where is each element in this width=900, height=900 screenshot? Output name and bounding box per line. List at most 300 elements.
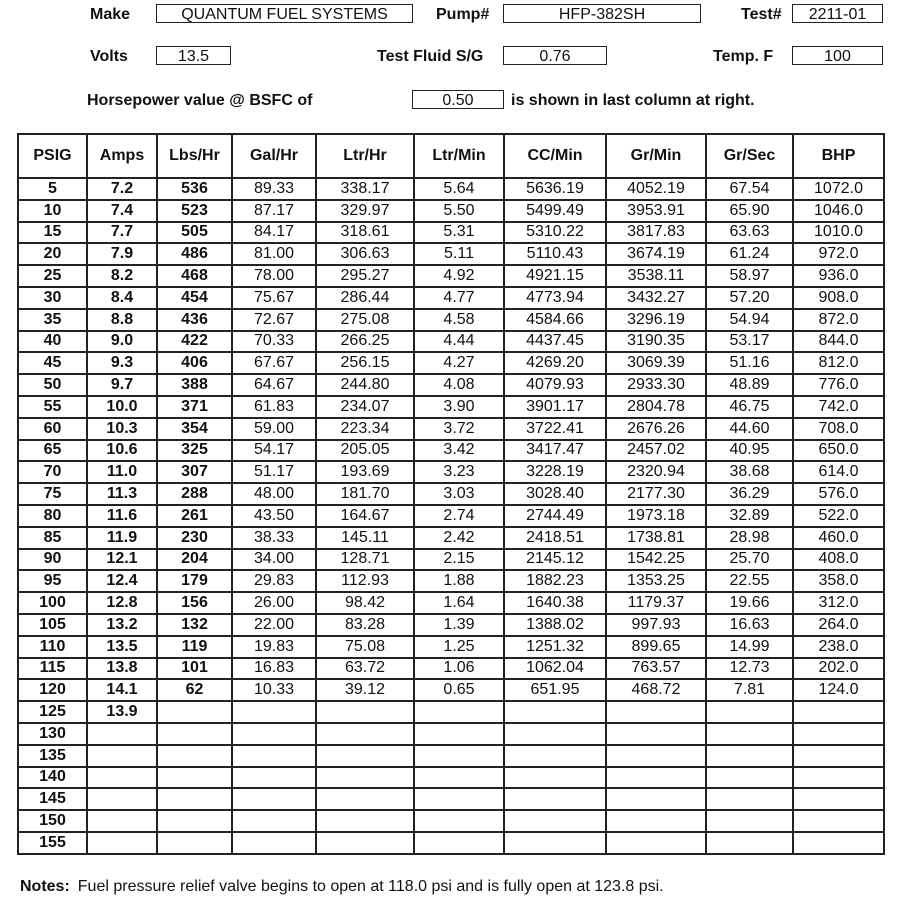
cell-ltr-hr [316,810,414,832]
cell-gal-hr: 22.00 [232,614,316,636]
table-row [18,723,884,745]
cell-ltr-min: 1.25 [414,636,504,658]
cell-lbs-hr: 536 [157,178,232,200]
cell-lbs-hr: 261 [157,505,232,527]
cell-ltr-hr: 256.15 [316,352,414,374]
column-header-amps: Amps [87,134,157,178]
cell-cc-min [504,767,606,789]
cell-psig: 150 [18,810,87,832]
cell-gr-sec: 61.24 [706,243,793,265]
make-label: Make [90,6,131,23]
cell-amps: 7.2 [87,178,157,200]
cell-gr-sec [706,832,793,854]
cell-ltr-min [414,723,504,745]
cell-cc-min [504,723,606,745]
cell-lbs-hr: 101 [157,658,232,680]
cell-bhp [793,767,884,789]
cell-amps [87,767,157,789]
cell-bhp: 312.0 [793,592,884,614]
cell-gr-min: 1542.25 [606,549,706,571]
cell-gr-sec: 65.90 [706,200,793,222]
cell-gr-sec [706,701,793,723]
cell-ltr-min [414,745,504,767]
cell-gr-min: 2320.94 [606,461,706,483]
pump-label: Pump# [436,6,490,23]
cell-lbs-hr [157,767,232,789]
cell-ltr-min: 3.72 [414,418,504,440]
cell-gal-hr: 10.33 [232,679,316,701]
cell-psig: 85 [18,527,87,549]
cell-bhp: 936.0 [793,265,884,287]
table-row [18,309,884,331]
fuel-flow-table [17,133,885,855]
cell-bhp [793,788,884,810]
bsfc-field[interactable]: 0.50 [412,90,504,109]
cell-gr-min [606,701,706,723]
cell-gr-min: 3538.11 [606,265,706,287]
table-row [18,418,884,440]
cell-ltr-min: 5.50 [414,200,504,222]
cell-gr-min: 1353.25 [606,570,706,592]
cell-lbs-hr: 307 [157,461,232,483]
cell-lbs-hr [157,788,232,810]
cell-amps: 7.9 [87,243,157,265]
cell-ltr-hr: 164.67 [316,505,414,527]
column-header-psig: PSIG [18,134,87,178]
cell-gr-sec: 22.55 [706,570,793,592]
cell-cc-min [504,810,606,832]
table-row [18,200,884,222]
cell-lbs-hr: 505 [157,222,232,244]
cell-ltr-hr: 193.69 [316,461,414,483]
cell-cc-min: 5636.19 [504,178,606,200]
cell-psig: 105 [18,614,87,636]
cell-bhp: 872.0 [793,309,884,331]
cell-cc-min: 3722.41 [504,418,606,440]
cell-psig: 90 [18,549,87,571]
cell-ltr-hr [316,832,414,854]
cell-ltr-hr: 128.71 [316,549,414,571]
test-fluid-label: Test Fluid S/G [377,48,484,65]
cell-ltr-hr: 98.42 [316,592,414,614]
cell-psig: 120 [18,679,87,701]
cell-cc-min: 1640.38 [504,592,606,614]
cell-gr-sec: 38.68 [706,461,793,483]
cell-amps [87,745,157,767]
table-row [18,352,884,374]
cell-amps: 10.3 [87,418,157,440]
cell-gr-min [606,832,706,854]
cell-bhp: 812.0 [793,352,884,374]
cell-ltr-min: 2.15 [414,549,504,571]
cell-bhp: 202.0 [793,658,884,680]
cell-gr-sec [706,788,793,810]
cell-ltr-min: 1.88 [414,570,504,592]
cell-cc-min [504,701,606,723]
cell-gr-min [606,723,706,745]
cell-gal-hr: 16.83 [232,658,316,680]
cell-amps [87,810,157,832]
cell-amps: 13.9 [87,701,157,723]
cell-lbs-hr: 132 [157,614,232,636]
cell-psig: 115 [18,658,87,680]
cell-ltr-min [414,810,504,832]
cell-amps: 8.2 [87,265,157,287]
cell-gr-min [606,745,706,767]
cell-gr-min [606,767,706,789]
cell-bhp: 1010.0 [793,222,884,244]
cell-ltr-min: 4.27 [414,352,504,374]
cell-gal-hr: 61.83 [232,396,316,418]
cell-gr-min: 3069.39 [606,352,706,374]
cell-gal-hr: 64.67 [232,374,316,396]
cell-ltr-min: 4.08 [414,374,504,396]
horsepower-suffix: is shown in last column at right. [511,92,755,109]
cell-gr-min: 1179.37 [606,592,706,614]
column-header-bhp: BHP [793,134,884,178]
cell-amps: 14.1 [87,679,157,701]
cell-ltr-hr: 205.05 [316,440,414,462]
cell-gal-hr: 78.00 [232,265,316,287]
table-row [18,788,884,810]
cell-psig: 20 [18,243,87,265]
cell-cc-min [504,745,606,767]
cell-gr-sec: 28.98 [706,527,793,549]
cell-lbs-hr: 406 [157,352,232,374]
cell-lbs-hr: 62 [157,679,232,701]
cell-lbs-hr: 468 [157,265,232,287]
cell-gr-sec: 44.60 [706,418,793,440]
cell-ltr-min [414,767,504,789]
cell-gal-hr: 29.83 [232,570,316,592]
table-header-row [18,134,884,178]
cell-gal-hr: 81.00 [232,243,316,265]
cell-bhp: 776.0 [793,374,884,396]
cell-psig: 50 [18,374,87,396]
cell-ltr-min: 2.42 [414,527,504,549]
cell-amps: 10.0 [87,396,157,418]
cell-gr-min: 3296.19 [606,309,706,331]
cell-lbs-hr [157,810,232,832]
cell-gr-min: 2933.30 [606,374,706,396]
cell-lbs-hr: 371 [157,396,232,418]
column-header-ltr-hr: Ltr/Hr [316,134,414,178]
cell-ltr-min: 4.92 [414,265,504,287]
temp-field[interactable]: 100 [792,46,883,65]
cell-ltr-min [414,832,504,854]
cell-cc-min: 651.95 [504,679,606,701]
cell-gal-hr: 26.00 [232,592,316,614]
cell-cc-min: 5310.22 [504,222,606,244]
cell-bhp [793,832,884,854]
cell-ltr-hr: 75.08 [316,636,414,658]
cell-psig: 65 [18,440,87,462]
cell-gal-hr: 48.00 [232,483,316,505]
cell-cc-min: 5499.49 [504,200,606,222]
cell-gr-sec: 16.63 [706,614,793,636]
pump-field[interactable]: HFP-382SH [503,4,701,23]
cell-gr-min: 2676.26 [606,418,706,440]
cell-lbs-hr [157,832,232,854]
cell-ltr-hr: 318.61 [316,222,414,244]
cell-cc-min: 2145.12 [504,549,606,571]
table-row [18,570,884,592]
cell-gal-hr: 43.50 [232,505,316,527]
cell-lbs-hr: 204 [157,549,232,571]
volts-field[interactable]: 13.5 [156,46,231,65]
cell-bhp [793,810,884,832]
cell-ltr-min: 3.23 [414,461,504,483]
cell-lbs-hr: 325 [157,440,232,462]
cell-amps: 11.6 [87,505,157,527]
cell-gr-sec: 54.94 [706,309,793,331]
table-row [18,483,884,505]
cell-lbs-hr [157,701,232,723]
cell-gr-min: 4052.19 [606,178,706,200]
table-row [18,265,884,287]
cell-gr-sec: 25.70 [706,549,793,571]
cell-psig: 55 [18,396,87,418]
cell-cc-min: 1251.32 [504,636,606,658]
table-row [18,527,884,549]
cell-ltr-hr: 112.93 [316,570,414,592]
table-row [18,178,884,200]
cell-ltr-hr: 223.34 [316,418,414,440]
table-row [18,549,884,571]
cell-ltr-hr: 266.25 [316,331,414,353]
cell-ltr-hr: 275.08 [316,309,414,331]
cell-gr-sec: 32.89 [706,505,793,527]
cell-cc-min: 4584.66 [504,309,606,331]
cell-bhp: 522.0 [793,505,884,527]
table-row [18,243,884,265]
cell-gr-sec: 63.63 [706,222,793,244]
cell-lbs-hr: 119 [157,636,232,658]
cell-lbs-hr: 436 [157,309,232,331]
cell-psig: 25 [18,265,87,287]
cell-amps: 9.7 [87,374,157,396]
cell-ltr-hr [316,788,414,810]
cell-ltr-min: 4.77 [414,287,504,309]
cell-gr-sec: 51.16 [706,352,793,374]
cell-bhp: 460.0 [793,527,884,549]
cell-psig: 80 [18,505,87,527]
cell-bhp: 614.0 [793,461,884,483]
cell-bhp: 1072.0 [793,178,884,200]
cell-gr-min: 899.65 [606,636,706,658]
cell-gr-sec [706,767,793,789]
cell-gal-hr [232,810,316,832]
cell-gal-hr: 54.17 [232,440,316,462]
cell-ltr-hr: 306.63 [316,243,414,265]
table-row [18,222,884,244]
cell-lbs-hr: 454 [157,287,232,309]
cell-gal-hr [232,723,316,745]
column-header-lbs-hr: Lbs/Hr [157,134,232,178]
cell-ltr-hr [316,723,414,745]
cell-gr-sec: 57.20 [706,287,793,309]
table-row [18,287,884,309]
cell-psig: 10 [18,200,87,222]
cell-amps: 11.3 [87,483,157,505]
cell-cc-min: 2744.49 [504,505,606,527]
cell-psig: 30 [18,287,87,309]
cell-psig: 95 [18,570,87,592]
cell-ltr-min: 5.64 [414,178,504,200]
column-header-gal-hr: Gal/Hr [232,134,316,178]
cell-lbs-hr [157,723,232,745]
cell-cc-min: 4079.93 [504,374,606,396]
cell-gr-sec: 53.17 [706,331,793,353]
notes-label: Notes: [20,878,70,895]
cell-ltr-min: 4.44 [414,331,504,353]
cell-gr-sec: 58.97 [706,265,793,287]
cell-ltr-min [414,701,504,723]
cell-ltr-min: 1.06 [414,658,504,680]
cell-cc-min: 3901.17 [504,396,606,418]
cell-gr-sec [706,810,793,832]
cell-gr-sec: 7.81 [706,679,793,701]
table-row [18,679,884,701]
table-row [18,592,884,614]
cell-amps: 13.8 [87,658,157,680]
cell-gal-hr [232,745,316,767]
cell-amps: 13.2 [87,614,157,636]
make-field[interactable]: QUANTUM FUEL SYSTEMS [156,4,413,23]
cell-lbs-hr [157,745,232,767]
table-row [18,505,884,527]
cell-gal-hr: 38.33 [232,527,316,549]
cell-gal-hr: 19.83 [232,636,316,658]
cell-ltr-hr [316,767,414,789]
cell-psig: 45 [18,352,87,374]
cell-gal-hr: 75.67 [232,287,316,309]
cell-gr-min: 3674.19 [606,243,706,265]
cell-cc-min: 4921.15 [504,265,606,287]
cell-gr-min [606,810,706,832]
cell-amps: 13.5 [87,636,157,658]
cell-bhp: 358.0 [793,570,884,592]
cell-bhp [793,745,884,767]
cell-amps: 8.4 [87,287,157,309]
cell-cc-min [504,832,606,854]
cell-gr-min: 2804.78 [606,396,706,418]
cell-gal-hr: 72.67 [232,309,316,331]
column-header-gr-min: Gr/Min [606,134,706,178]
cell-psig: 130 [18,723,87,745]
table-row [18,658,884,680]
cell-bhp: 742.0 [793,396,884,418]
table-row [18,701,884,723]
cell-gr-sec: 40.95 [706,440,793,462]
table-row [18,767,884,789]
test-fluid-field[interactable]: 0.76 [503,46,607,65]
cell-ltr-hr: 329.97 [316,200,414,222]
cell-ltr-hr [316,745,414,767]
cell-bhp: 1046.0 [793,200,884,222]
cell-psig: 35 [18,309,87,331]
column-header-gr-sec: Gr/Sec [706,134,793,178]
test-field[interactable]: 2211-01 [792,4,883,23]
cell-ltr-hr: 145.11 [316,527,414,549]
cell-bhp: 708.0 [793,418,884,440]
cell-bhp: 238.0 [793,636,884,658]
table-row [18,331,884,353]
cell-lbs-hr: 388 [157,374,232,396]
cell-amps: 11.9 [87,527,157,549]
table-row [18,614,884,636]
cell-ltr-hr [316,701,414,723]
cell-gr-sec: 48.89 [706,374,793,396]
cell-ltr-hr: 63.72 [316,658,414,680]
cell-gr-min: 1973.18 [606,505,706,527]
cell-psig: 100 [18,592,87,614]
table-row [18,440,884,462]
cell-ltr-min: 3.90 [414,396,504,418]
cell-amps: 12.4 [87,570,157,592]
cell-psig: 110 [18,636,87,658]
cell-ltr-hr: 295.27 [316,265,414,287]
cell-gr-min: 2177.30 [606,483,706,505]
table-row [18,832,884,854]
cell-gal-hr: 34.00 [232,549,316,571]
cell-ltr-hr: 286.44 [316,287,414,309]
cell-gr-min [606,788,706,810]
cell-gal-hr [232,832,316,854]
cell-ltr-min: 5.11 [414,243,504,265]
cell-cc-min: 5110.43 [504,243,606,265]
cell-gr-sec: 36.29 [706,483,793,505]
cell-gal-hr: 51.17 [232,461,316,483]
table-row [18,810,884,832]
cell-bhp [793,701,884,723]
cell-gr-min: 3190.35 [606,331,706,353]
cell-gr-sec: 12.73 [706,658,793,680]
cell-bhp: 908.0 [793,287,884,309]
cell-bhp: 972.0 [793,243,884,265]
column-header-ltr-min: Ltr/Min [414,134,504,178]
table-row [18,396,884,418]
cell-amps: 7.4 [87,200,157,222]
cell-gal-hr: 59.00 [232,418,316,440]
cell-psig: 70 [18,461,87,483]
cell-ltr-min: 0.65 [414,679,504,701]
cell-gr-min: 763.57 [606,658,706,680]
column-header-cc-min: CC/Min [504,134,606,178]
cell-gal-hr [232,767,316,789]
cell-psig: 40 [18,331,87,353]
cell-ltr-min: 5.31 [414,222,504,244]
cell-lbs-hr: 354 [157,418,232,440]
cell-amps: 9.0 [87,331,157,353]
cell-ltr-min: 1.39 [414,614,504,636]
cell-gal-hr: 89.33 [232,178,316,200]
cell-bhp: 264.0 [793,614,884,636]
cell-gal-hr: 84.17 [232,222,316,244]
cell-ltr-min: 4.58 [414,309,504,331]
cell-amps: 10.6 [87,440,157,462]
cell-psig: 135 [18,745,87,767]
cell-ltr-min: 1.64 [414,592,504,614]
cell-lbs-hr: 156 [157,592,232,614]
cell-bhp: 844.0 [793,331,884,353]
cell-ltr-hr: 244.80 [316,374,414,396]
cell-ltr-hr: 39.12 [316,679,414,701]
cell-psig: 125 [18,701,87,723]
cell-bhp: 650.0 [793,440,884,462]
cell-lbs-hr: 179 [157,570,232,592]
cell-gr-min: 468.72 [606,679,706,701]
